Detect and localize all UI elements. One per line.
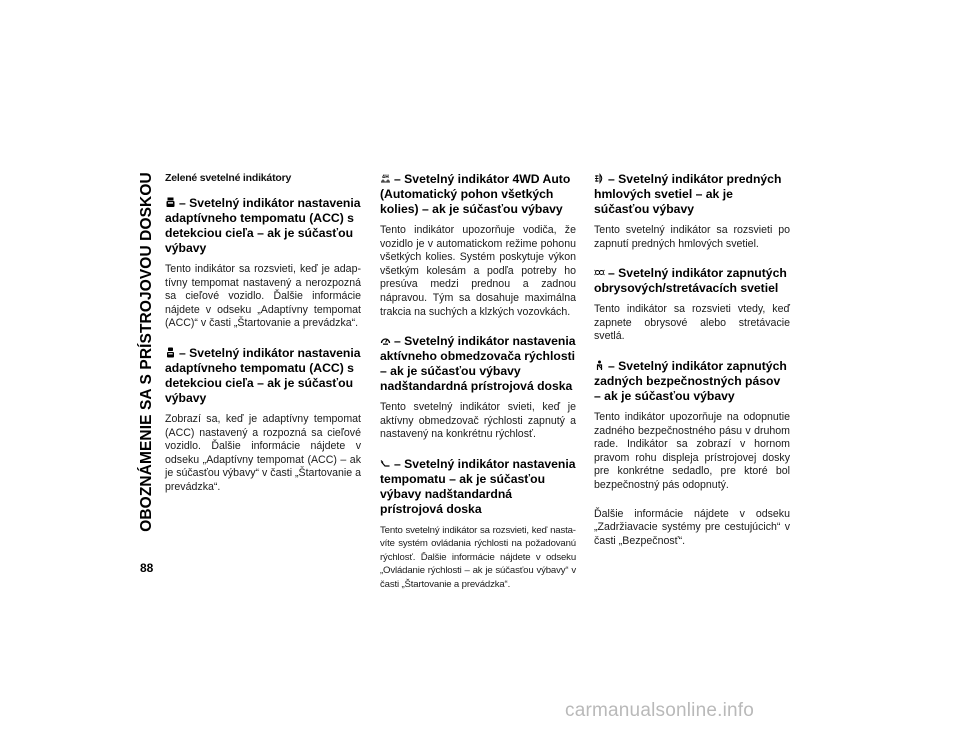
- 4wd-auto-icon: [380, 173, 391, 184]
- column-2: [380, 172, 576, 606]
- heading-cruise-control: – Svetelný indikátor nastavenia tempomatu – ak je súčasťou výbavy nadštandardná prístrojová doska: [380, 456, 576, 516]
- chapter-side-title: [132, 162, 162, 542]
- parking-lights-icon: [594, 267, 605, 278]
- acc-no-target-icon: [165, 197, 176, 208]
- heading-speed-limiter: – Svetelný indikátor nastavenia aktívneho obmedzovača rýchlosti – ak je súčasťou výbavy nadštandardná prístrojová doska: [380, 334, 576, 394]
- page-number: 88: [140, 561, 154, 575]
- heading-front-fog: – Svetelný indikátor predných hmlových svetiel – ak je súčasťou výbavy: [594, 172, 782, 216]
- heading-acc-target: – Svetelný indikátor nastavenia adaptívneho tempomatu (ACC) s detekciou cieľa – ak je súčasťou výbavy: [165, 345, 361, 405]
- watermark: carmanualsonline.info: [565, 700, 755, 721]
- heading-acc-no-target: – Svetelný indikátor nastavenia adaptívneho tempomatu (ACC) s detekciou cieľa – ak je súčasťou výbavy: [165, 196, 361, 255]
- paragraph-4wd-auto: Tento indikátor upozorňuje vodiča, že vozidlo je v automatickom režime pohonu všetkých kolies. Systém poskytuje výkon všetkým kolesám a podľa potreby ho presúva medzi prednou a zadnou nápravou. Tým sa dosahuje maximálna trakcia na suchých a klzkých vozovkách.: [380, 224, 576, 318]
- acc-target-icon: [165, 347, 176, 358]
- column-1: [165, 172, 361, 510]
- paragraph-acc-no-target: Tento indikátor sa rozsvieti, keď je adaptívny tempomat nastavený a nerozpozná sa cieľové vozidlo. Ďalšie informácie nájdete v odseku „Adaptívny tempomat (ACC)“ v časti „Štartovanie a prevádzka“.: [165, 263, 361, 330]
- heading-rear-seatbelt: – Svetelný indikátor zapnutých zadných bezpečnostných pásov – ak je súčasťou výbavy: [594, 358, 787, 403]
- paragraph-acc-target: Zobrazí sa, keď je adaptívny tempomat (ACC) nastavený a rozpozná sa cieľové vozidlo. Ďalšie informácie nájdete v odseku „Adaptívny tempomat (ACC) – ak je súčasťou výbavy“ v časti „Štartovanie a prevádzka“.: [165, 412, 361, 493]
- paragraph-rear-seatbelt: Tento indikátor upozorňuje na odopnutie zadného bezpečnostného pásu v druhom rade. Indikátor sa zobrazí v hornom pravom rohu displeja prístrojovej dosky pre konkrétne sedadlo, pre ktoré bol bezpečnostný pás odopnutý.: [594, 410, 790, 491]
- chapter-title-text: OBOZNÁMENIE SA S PRÍSTROJOVOU DOSKOU: [138, 172, 155, 532]
- section-title-green-indicators: Zelené svetelné indikátory: [165, 172, 292, 184]
- heading-parking-lights: – Svetelný indikátor zapnutých obrysových/stretávacích svetiel: [594, 266, 787, 296]
- cruise-control-icon: [380, 458, 391, 469]
- paragraph-parking-lights: Tento indikátor sa rozsvieti vtedy, keď zapnete obrysové alebo stretávacie svetlá.: [594, 303, 790, 343]
- svg-text:4H: 4H: [382, 175, 389, 180]
- rear-seatbelt-icon: [594, 360, 605, 371]
- paragraph-restraint-reference: Ďalšie informácie nájdete v odseku „Zadržiavacie systémy pre cestujúcich“ v časti „Bezpečnosť“.: [594, 507, 790, 547]
- heading-4wd-auto: 4H – Svetelný indikátor 4WD Auto (Automatický pohon všetkých kolies) – ak je súčasťou výbavy: [380, 172, 571, 216]
- speed-limiter-icon: [380, 335, 391, 346]
- column-3: [594, 172, 790, 563]
- paragraph-front-fog: Tento svetelný indikátor sa rozsvieti po zapnutí predných hmlových svetiel.: [594, 224, 790, 250]
- paragraph-cruise-control: Tento svetelný indikátor sa rozsvieti, keď nastavíte systém ovládania rýchlosti na požadovanú rýchlosť. Ďalšie informácie nájdete v odseku „Ovládanie rýchlosti – ak je súčasťou výbavy“ v časti „Štartovanie a prevádzka“.: [380, 524, 576, 590]
- front-fog-icon: [594, 173, 605, 184]
- paragraph-speed-limiter: Tento svetelný indikátor svieti, keď je aktívny obmedzovač rýchlosti zapnutý a nastavený na konkrétnu rýchlosť.: [380, 401, 576, 441]
